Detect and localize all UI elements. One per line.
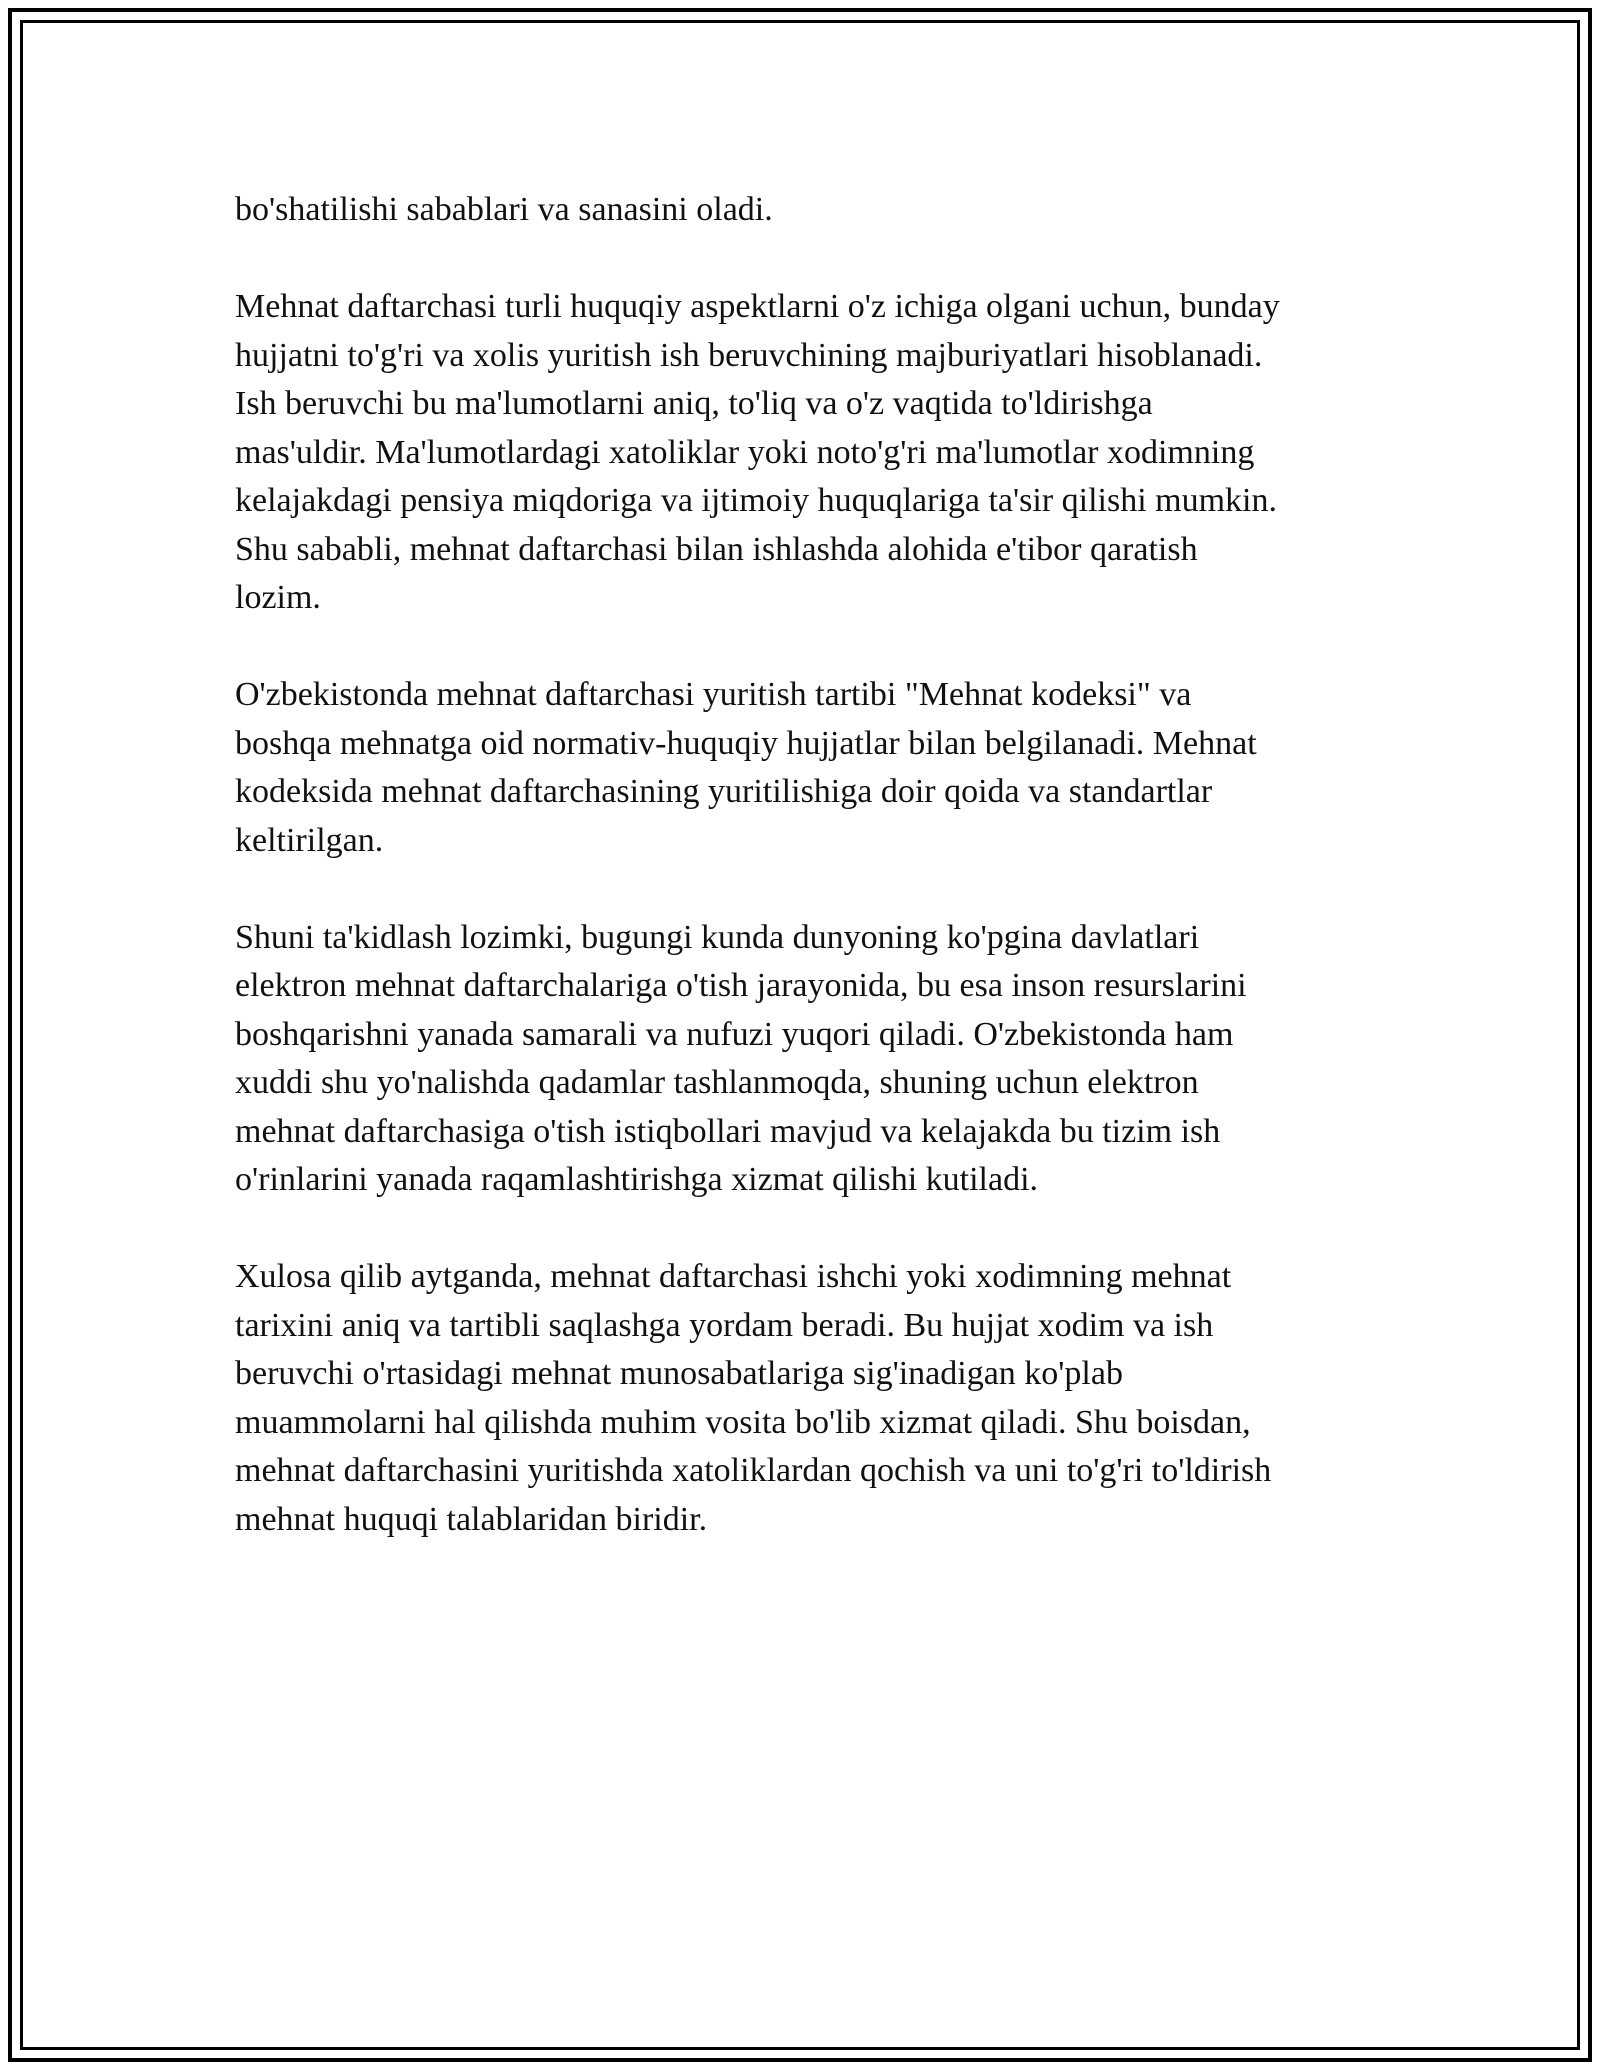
document-body [235,186,1385,1593]
paragraph-1: bo'shatilishi sabablari va sanasini oladi. [235,191,773,228]
paragraph-4: Shuni ta'kidlash lozimki, bugungi kunda dunyoning ko'pgina davlatlari elektron mehnat daftarchalariga o'tish jarayonida, bu esa inson resurslarini boshqarishni yanada samarali va nufuzi yuqori qiladi. O'zbekistonda ham xuddi shu yo'nalishda qadamlar tashlanmoqda, shuning uchun elektron mehnat daftarchasiga o'tish istiqbollari mavjud va kelajakda bu tizim ish o'rinlarini yanada raqamlashtirishga xizmat qilishi kutiladi. [235,918,1247,1198]
paragraph-2: Mehnat daftarchasi turli huquqiy aspektlarni o'z ichiga olgani uchun, bunday hujjatni to'g'ri va xolis yuritish ish beruvchining majburiyatlari hisoblanadi. Ish beruvchi bu ma'lumotlarni aniq, to'liq va o'z vaqtida to'ldirishga mas'uldir. Ma'lumotlardagi xatoliklar yoki noto'g'ri ma'lumotlar xodimning kelajakdagi pensiya miqdoriga va ijtimoiy huquqlariga ta'sir qilishi mumkin. Shu sababli, mehnat daftarchasi bilan ishlashda alohida e'tibor qaratish lozim. [235,288,1280,616]
paragraph-3: O'zbekistonda mehnat daftarchasi yuritish tartibi "Mehnat kodeksi" va boshqa mehnatga oid normativ-huquqiy hujjatlar bilan belgilanadi. Mehnat kodeksida mehnat daftarchasining yuritilishiga doir qoida va standartlar keltirilgan. [235,676,1257,859]
paragraph-5: Xulosa qilib aytganda, mehnat daftarchasi ishchi yoki xodimning mehnat tarixini aniq va tartibli saqlashga yordam beradi. Bu hujjat xodim va ish beruvchi o'rtasidagi mehnat munosabatlariga sig'inadigan ko'plab muammolarni hal qilishda muhim vosita bo'lib xizmat qiladi. Shu boisdan, mehnat daftarchasini yuritishda xatoliklardan qochish va uni to'g'ri to'ldirish mehnat huquqi talablaridan biridir. [235,1258,1272,1538]
